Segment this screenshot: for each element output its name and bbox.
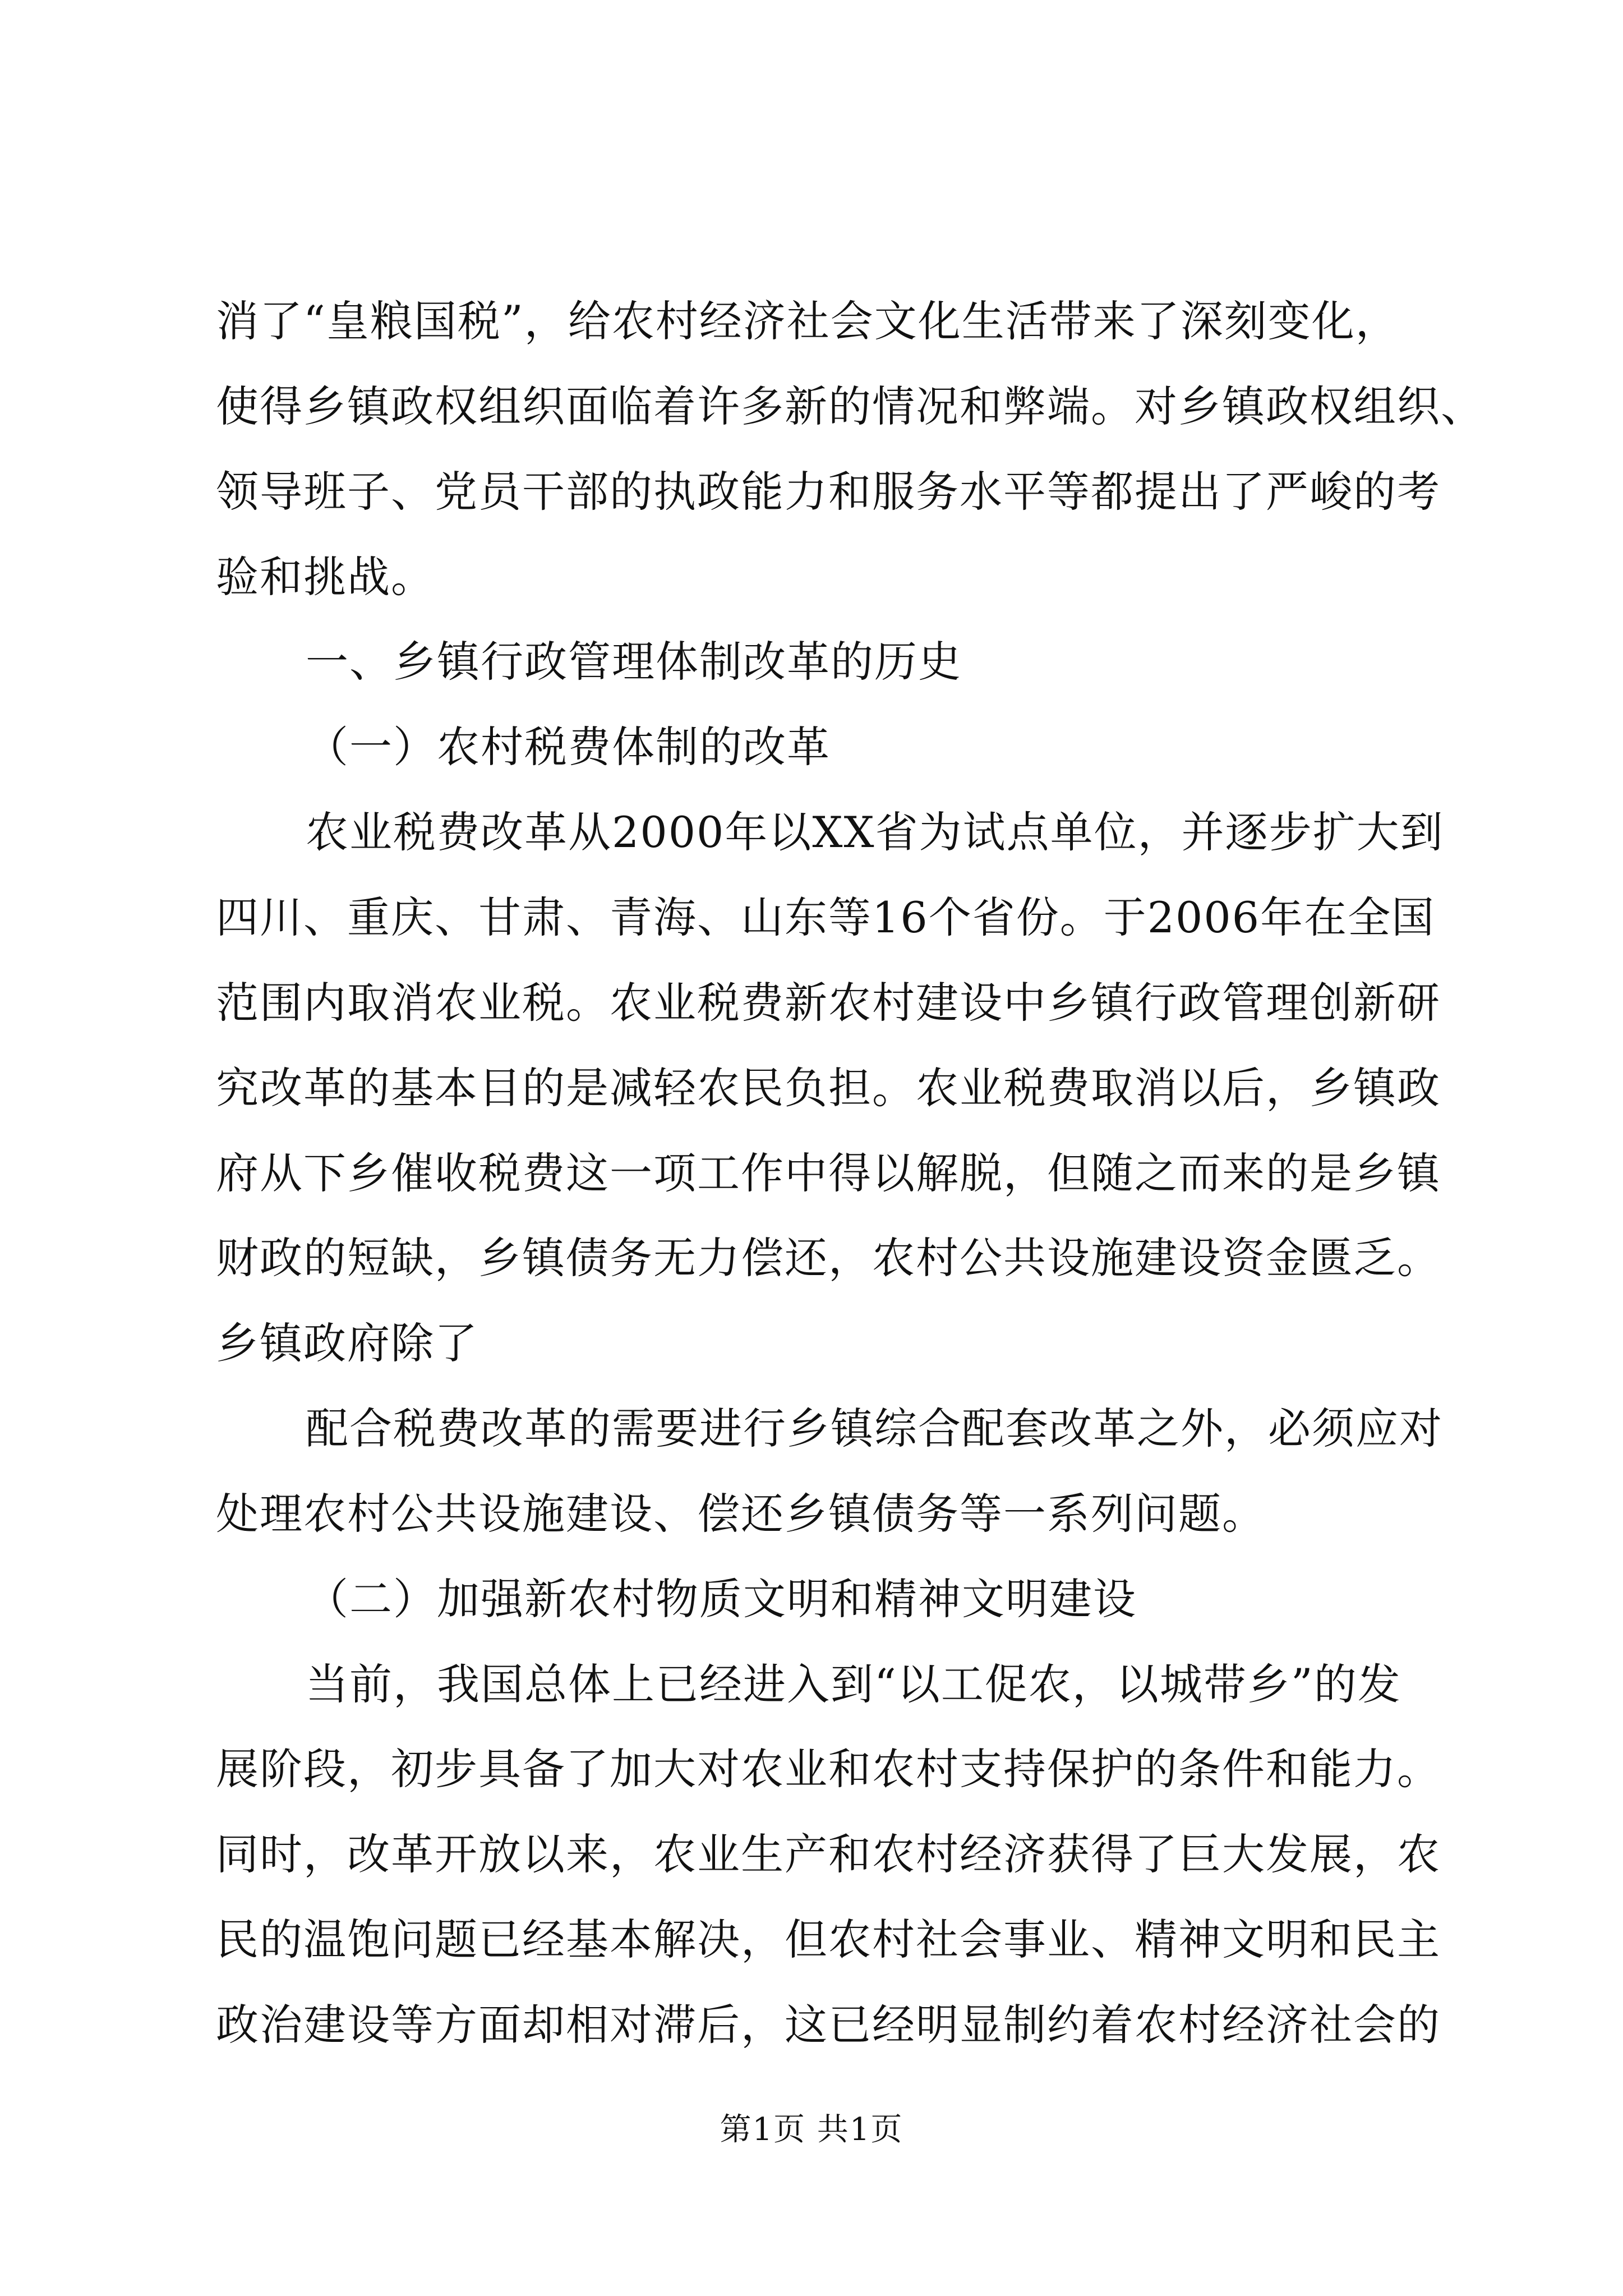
line-7: 农业税费改革从2000年以XX省为试点单位，并逐步扩大到 — [306, 807, 1444, 857]
section-heading-1: 一、乡镇行政管理体制改革的历史 — [306, 637, 962, 687]
line-14: 配合税费改革的需要进行乡镇综合配套改革之外，必须应对 — [306, 1404, 1443, 1453]
line-15: 处理农村公共设施建设、偿还乡镇债务等一系列问题。 — [216, 1489, 1266, 1539]
line-3: 领导班子、党员干部的执政能力和服务水平等都提出了严峻的考 — [216, 467, 1441, 517]
line-10: 究改革的基本目的是减轻农民负担。农业税费取消以后，乡镇政 — [216, 1063, 1441, 1113]
subsection-heading-1: （一）农村税费体制的改革 — [306, 722, 831, 772]
line-1: 消了“皇粮国税”，给农村经济社会文化生活带来了深刻变化， — [216, 296, 1399, 346]
line-19: 同时，改革开放以来，农业生产和农村经济获得了巨大发展，农 — [216, 1829, 1441, 1879]
line-9: 范围内取消农业税。农业税费新农村建设中乡镇行政管理创新研 — [216, 978, 1441, 1028]
line-18: 展阶段，初步具备了加大对农业和农村支持保护的条件和能力。 — [216, 1744, 1441, 1794]
line-17: 当前，我国总体上已经进入到“以工促农，以城带乡”的发 — [306, 1659, 1401, 1709]
line-12: 财政的短缺，乡镇债务无力偿还，农村公共设施建设资金匮乏。 — [216, 1233, 1441, 1283]
line-4: 验和挑战。 — [216, 552, 435, 602]
line-11: 府从下乡催收税费这一项工作中得以解脱，但随之而来的是乡镇 — [216, 1148, 1441, 1198]
line-8: 四川、重庆、甘肃、青海、山东等16个省份。于2006年在全国 — [216, 892, 1436, 942]
line-20: 民的温饱问题已经基本解决，但农村社会事业、精神文明和民主 — [216, 1915, 1441, 1964]
line-2: 使得乡镇政权组织面临着许多新的情况和弊端。对乡镇政权组织、 — [216, 381, 1484, 431]
page-footer: 第1页 共1页 — [720, 2111, 903, 2148]
subsection-heading-2: （二）加强新农村物质文明和精神文明建设 — [306, 1574, 1137, 1624]
line-13: 乡镇政府除了 — [216, 1318, 478, 1368]
line-21: 政治建设等方面却相对滞后，这已经明显制约着农村经济社会的 — [216, 2000, 1441, 2050]
